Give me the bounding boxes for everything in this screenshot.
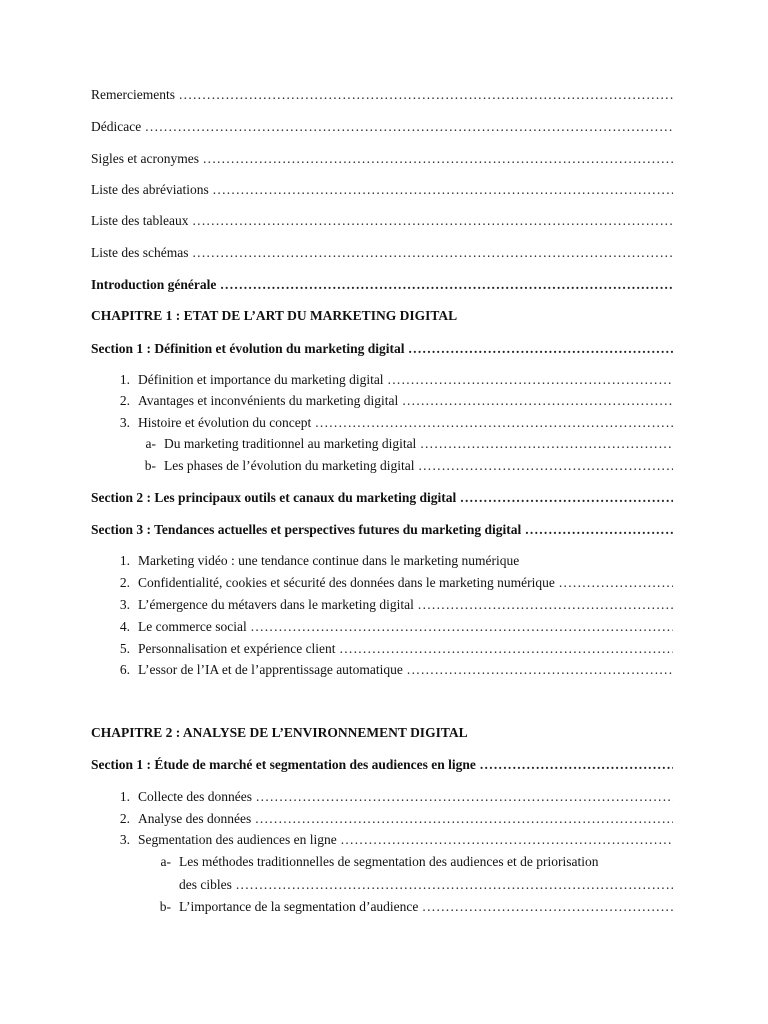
leader-dots xyxy=(340,640,673,658)
leader-dots xyxy=(418,596,673,614)
list-item: 3. L’émergence du métavers dans le marketing digital ..... xyxy=(108,596,673,614)
leader-dots xyxy=(220,276,673,294)
list-item: 2. Confidentialité, cookies et sécurité des données dans le marketing numérique ..... xyxy=(108,574,673,592)
chapter-1-section-3: Section 3 : Tendances actuelles et perspectives futures du marketing digital ..... xyxy=(91,521,673,539)
toc-entry-tableaux: Liste des tableaux ..... xyxy=(91,212,673,230)
toc-entry-sigles: Sigles et acronymes ..... xyxy=(91,150,673,168)
toc-entry-introduction: Introduction générale ..... xyxy=(91,276,673,294)
chapter-1-title: CHAPITRE 1 : ETAT DE L’ART DU MARKETING DIGITAL xyxy=(91,308,458,323)
leader-dots xyxy=(236,876,673,894)
leader-dots xyxy=(409,340,674,358)
list-item: 2. Avantages et inconvénients du marketing digital ..... xyxy=(108,392,673,410)
leader-dots xyxy=(559,574,673,592)
list-item: 5. Personnalisation et expérience client ..... xyxy=(108,640,673,658)
list-item: 1. Collecte des données ..... xyxy=(108,788,673,806)
chapter-2-title: CHAPITRE 2 : ANALYSE DE L’ENVIRONNEMENT DIGITAL xyxy=(91,725,468,740)
list-subitem: b- Les phases de l’évolution du marketing digital ..... xyxy=(134,457,673,475)
list-item: 3. Histoire et évolution du concept ..... xyxy=(108,414,673,432)
list-item: 2. Analyse des données ..... xyxy=(108,810,673,828)
leader-dots xyxy=(145,118,673,136)
leader-dots xyxy=(256,788,673,806)
leader-dots xyxy=(192,244,673,262)
leader-dots xyxy=(251,618,673,636)
leader-dots xyxy=(315,414,673,432)
chapter-1-section-1: Section 1 : Définition et évolution du marketing digital ..... xyxy=(91,340,673,358)
list-subitem: a- Du marketing traditionnel au marketing digital ..... xyxy=(134,435,673,453)
list-item: 1. Marketing vidéo : une tendance continue dans le marketing numérique xyxy=(119,553,520,568)
leader-dots xyxy=(203,150,673,168)
toc-entry-schemas: Liste des schémas ..... xyxy=(91,244,673,262)
toc-entry-remerciements: Remerciements ..... xyxy=(91,86,673,104)
list-item: 3. Segmentation des audiences en ligne ..... xyxy=(108,831,673,849)
leader-dots xyxy=(192,212,673,230)
list-subitem-continuation: des cibles ..... xyxy=(179,876,673,894)
chapter-1-section-2: Section 2 : Les principaux outils et canaux du marketing digital ..... xyxy=(91,489,673,507)
leader-dots xyxy=(213,181,673,199)
list-item: 4. Le commerce social ..... xyxy=(108,618,673,636)
list-item: 6. L’essor de l’IA et de l’apprentissage automatique ..... xyxy=(108,661,673,679)
list-subitem: a- Les méthodes traditionnelles de segmentation des audiences et de priorisation xyxy=(160,854,599,869)
leader-dots xyxy=(402,392,673,410)
list-item: 1. Définition et importance du marketing digital ..... xyxy=(108,371,673,389)
leader-dots xyxy=(525,521,673,539)
leader-dots xyxy=(480,756,673,774)
toc-entry-dedicace: Dédicace ..... xyxy=(91,118,673,136)
leader-dots xyxy=(420,435,673,453)
leader-dots xyxy=(255,810,673,828)
toc-entry-abreviations: Liste des abréviations ..... xyxy=(91,181,673,199)
list-subitem: b- L’importance de la segmentation d’audience ..... xyxy=(149,898,673,916)
leader-dots xyxy=(418,457,673,475)
leader-dots xyxy=(422,898,673,916)
leader-dots xyxy=(179,86,673,104)
chapter-2-section-1: Section 1 : Étude de marché et segmentation des audiences en ligne ..... xyxy=(91,756,673,774)
leader-dots xyxy=(407,661,673,679)
leader-dots xyxy=(388,371,673,389)
leader-dots xyxy=(341,831,673,849)
leader-dots xyxy=(460,489,673,507)
